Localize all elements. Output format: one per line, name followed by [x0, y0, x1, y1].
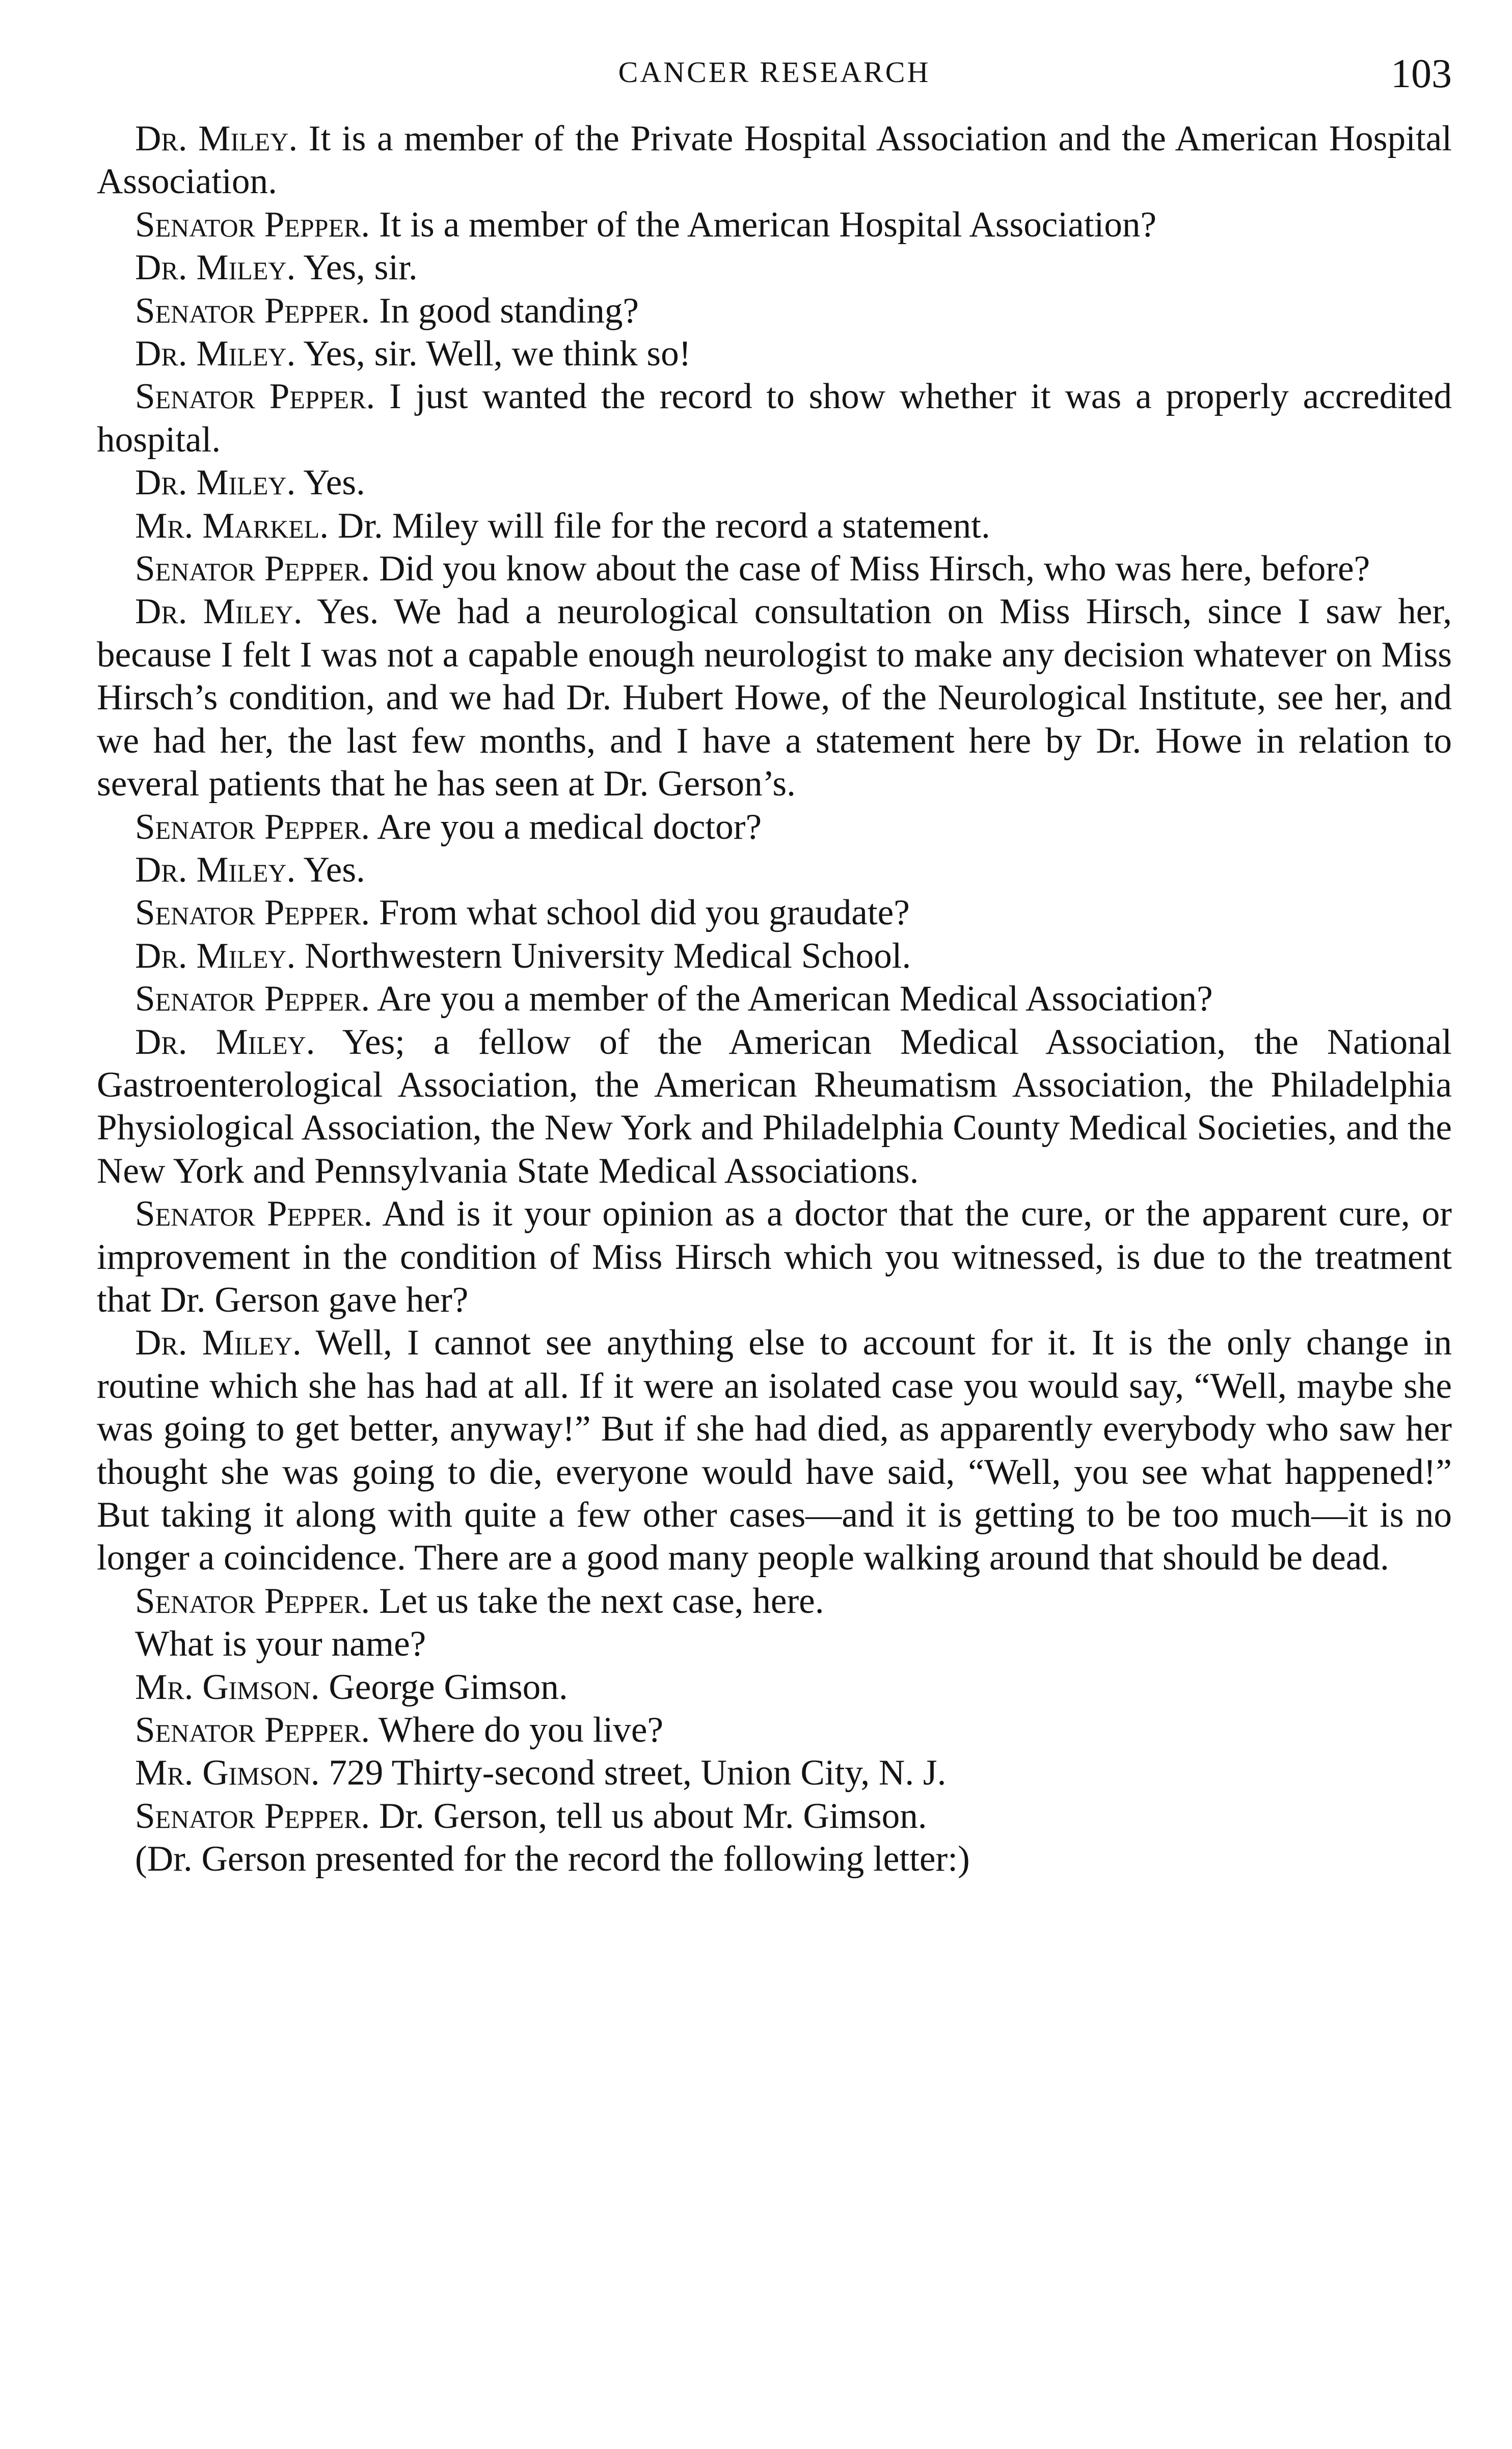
speaker-name: Senator Pepper.: [135, 807, 370, 847]
speech-text: 729 Thirty-second street, Union City, N. J.: [329, 1753, 947, 1793]
speech-text: Where do you live?: [378, 1710, 664, 1750]
transcript-paragraph: [97, 504, 1452, 547]
speech-text: Yes. We had a neurological consultation on Miss Hirsch, since I saw her, because I felt I was not a capable enough neurologist to make any decision whatever on Miss Hirsch’s condition, and we had Dr. Hubert Howe, of the Neurological Institute, see her, and we had her, the last few months, and I have a statement here by Dr. Howe in relation to several patients that he has seen at Dr. Gerson’s.: [97, 592, 1452, 804]
transcript-paragraph: [97, 1666, 1452, 1709]
speaker-name: Dr. Miley.: [135, 248, 296, 288]
speaker-name: Dr. Miley.: [135, 1323, 302, 1363]
speaker-name: Mr. Gimson.: [135, 1753, 320, 1793]
transcript-paragraph: [97, 590, 1452, 805]
transcript-paragraph: [97, 977, 1452, 1020]
speaker-name: Senator Pepper.: [135, 204, 370, 245]
speech-text: Dr. Miley will file for the record a statement.: [337, 505, 990, 546]
transcript-paragraph: [97, 1838, 1452, 1880]
speech-text: What is your name?: [135, 1624, 426, 1664]
transcript-paragraph: [97, 1192, 1452, 1321]
transcript-paragraph: [97, 1622, 1452, 1665]
speech-text: Yes, sir.: [303, 248, 418, 288]
speech-text: (Dr. Gerson presented for the record the following letter:): [135, 1839, 970, 1879]
speech-text: And is it your opinion as a doctor that the cure, or the apparent cure, or improvement in the condition of Miss Hirsch which you witnessed, is due to the treatment that Dr. Gerson gave her?: [97, 1194, 1452, 1320]
speech-text: Dr. Gerson, tell us about Mr. Gimson.: [379, 1796, 927, 1836]
speech-text: Are you a medical doctor?: [377, 807, 762, 847]
speech-text: Yes; a fellow of the American Medical Association, the National Gastroenterological Association, the American Rheumatism Association, the Philadelphia Physiological Association, the New York and Philadelphia County Medical Societies, and the New York and Pennsylvania State Medical Associations.: [97, 1022, 1452, 1191]
speech-text: It is a member of the Private Hospital Association and the American Hospital Association.: [97, 119, 1452, 202]
speaker-name: Senator Pepper.: [135, 1194, 373, 1234]
speech-text: From what school did you graudate?: [379, 893, 910, 933]
transcript-paragraph: [97, 1751, 1452, 1794]
transcript-paragraph: [97, 848, 1452, 891]
document-page: [97, 51, 1452, 1881]
transcript-paragraph: [97, 117, 1452, 203]
speech-text: It is a member of the American Hospital Association?: [379, 204, 1157, 245]
transcript-paragraph: [97, 1021, 1452, 1193]
running-head: CANCER RESEARCH: [618, 56, 931, 89]
transcript-paragraph: [97, 1321, 1452, 1579]
speaker-name: Senator Pepper.: [135, 549, 370, 589]
transcript-paragraph: [97, 332, 1452, 375]
transcript-paragraph: [97, 1795, 1452, 1838]
page-header: [97, 51, 1452, 117]
speech-text: In good standing?: [379, 290, 639, 331]
speaker-name: Dr. Miley.: [135, 849, 296, 890]
speech-text: Yes, sir. Well, we think so!: [303, 334, 691, 374]
transcript-paragraph: [97, 461, 1452, 504]
transcript-paragraph: [97, 246, 1452, 289]
speaker-name: Senator Pepper.: [135, 979, 370, 1019]
speech-text: Let us take the next case, here.: [379, 1581, 824, 1621]
speech-text: Yes.: [303, 463, 365, 503]
transcript-paragraph: [97, 289, 1452, 332]
speaker-name: Mr. Markel.: [135, 505, 329, 546]
transcript-body: [97, 117, 1452, 1881]
speaker-name: Senator Pepper.: [135, 290, 370, 331]
transcript-paragraph: [97, 1709, 1452, 1751]
speaker-name: Dr. Miley.: [135, 1022, 315, 1062]
speech-text: Northwestern University Medical School.: [305, 936, 911, 976]
speaker-name: Senator Pepper.: [135, 1710, 370, 1750]
transcript-paragraph: [97, 375, 1452, 461]
speech-text: Well, I cannot see anything else to account for it. It is the only change in routine which she has had at all. If it were an isolated case you would say, “Well, maybe she was going to get better, anyway!” But if she had died, as apparently everybody who saw her thought she was going to die, everyone would have said, “Well, you see what happened!” But taking it along with quite a few other cases—and it is getting to be too much—it is no longer a coincidence. There are a good many people walking around that should be dead.: [97, 1323, 1452, 1578]
speaker-name: Dr. Miley.: [135, 936, 296, 976]
speech-text: I just wanted the record to show whether it was a properly accredited hospital.: [97, 377, 1452, 460]
transcript-paragraph: [97, 203, 1452, 246]
speaker-name: Dr. Miley.: [135, 334, 296, 374]
speaker-name: Senator Pepper.: [135, 1581, 370, 1621]
speaker-name: Senator Pepper.: [135, 1796, 370, 1836]
transcript-paragraph: [97, 806, 1452, 848]
speaker-name: Dr. Miley.: [135, 463, 296, 503]
speaker-name: Senator Pepper.: [135, 893, 370, 933]
speech-text: Yes.: [303, 849, 365, 890]
speech-text: Are you a member of the American Medical Association?: [377, 979, 1213, 1019]
page-number: 103: [1391, 51, 1452, 96]
speech-text: George Gimson.: [329, 1667, 568, 1707]
speaker-name: Senator Pepper.: [135, 377, 375, 417]
speaker-name: Dr. Miley.: [135, 592, 303, 632]
transcript-paragraph: [97, 547, 1452, 590]
speech-text: Did you know about the case of Miss Hirsch, who was here, before?: [379, 549, 1370, 589]
speaker-name: Dr. Miley.: [135, 119, 298, 158]
transcript-paragraph: [97, 891, 1452, 934]
transcript-paragraph: [97, 935, 1452, 977]
transcript-paragraph: [97, 1580, 1452, 1622]
speaker-name: Mr. Gimson.: [135, 1667, 320, 1707]
